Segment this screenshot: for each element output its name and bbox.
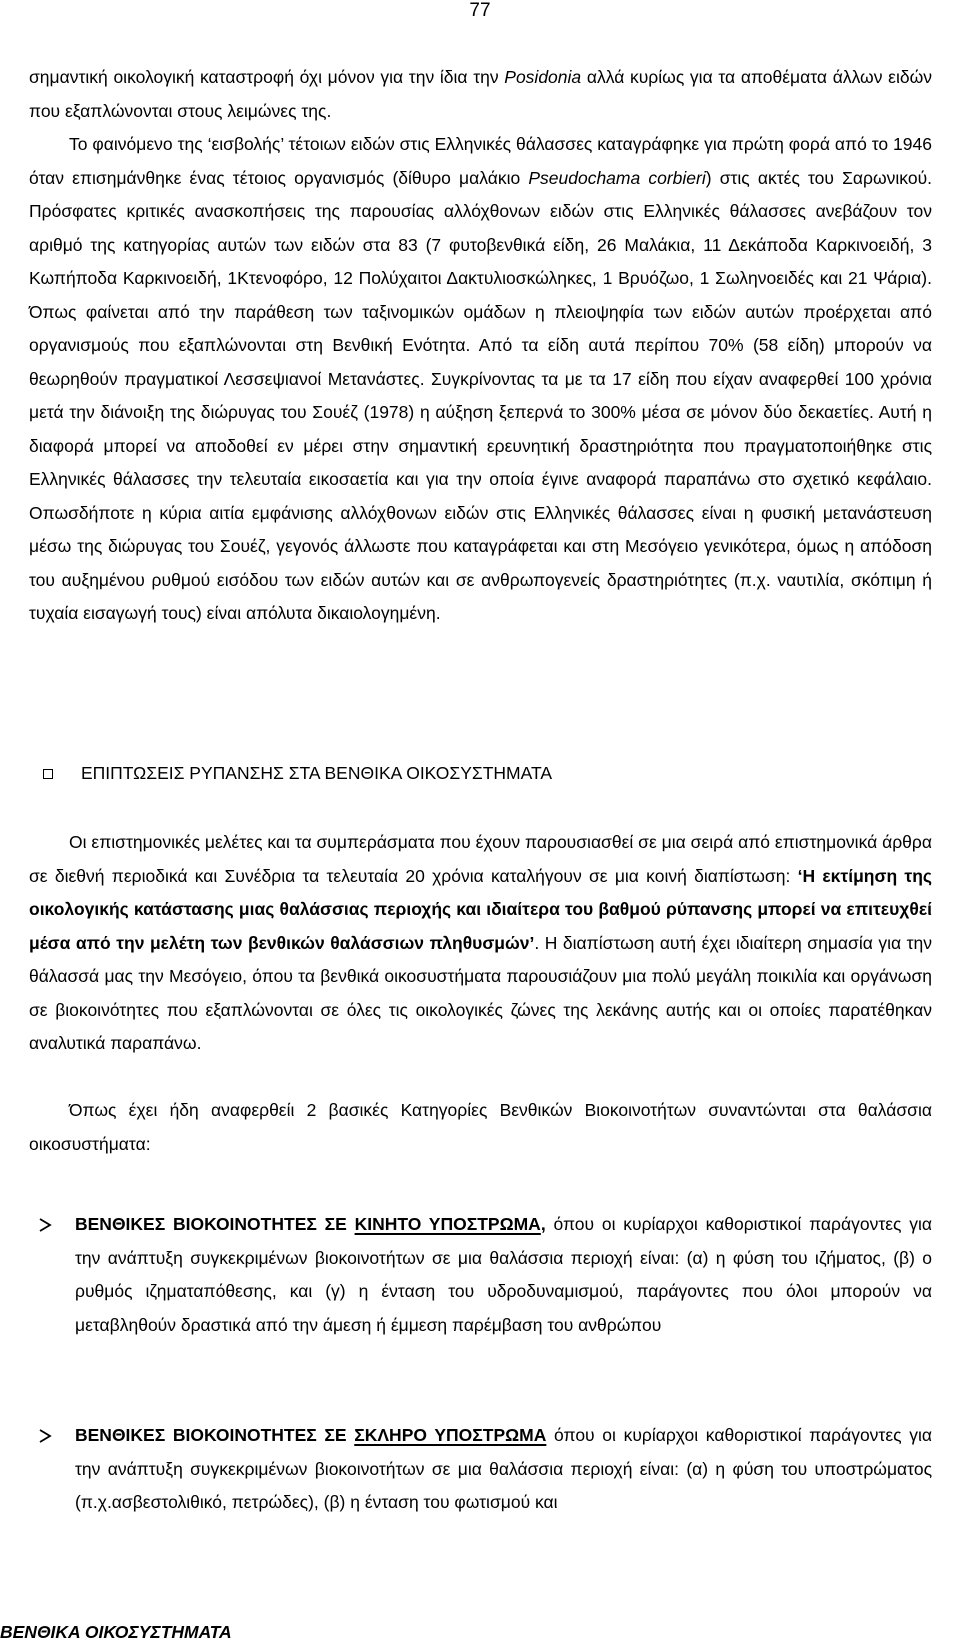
paragraph-text	[29, 61, 932, 128]
list-marker	[29, 1208, 75, 1241]
list-item-description: όπου οι κυρίαρχοι καθοριστικοί παράγοντες για την ανάπτυξη συγκεκριμένων βιοκοινοτήτων σε μια θαλάσσια περιοχή είναι: (α) η φύση του ιζήματος, (β) ο ρυθμός ιζηματαπόθεσης, και (γ) η ένταση του υδροδυναμισμού, παράγοντες που όλοι μπορούν να μεταβληθούν δραστικά από την άμεση ή έμμεση παρέμβαση του ανθρώπου	[75, 1214, 932, 1335]
text-run: αλλά κυρίως για τα αποθέματα άλλων ειδών που εξαπλώνονται στους λειμώνες της.	[29, 67, 932, 121]
list-item-title: ΒΕΝΘΙΚΕΣ ΒΙΟΚΟΙΝΟΤΗΤΕΣ ΣΕ	[75, 1425, 355, 1445]
key-finding: ‘Η εκτίμηση της οικολογικής κατάστασης μιας θαλάσσιας περιοχής και ιδιαίτερα του βαθμού ρύπανσης μπορεί να επιτευχθεί μέσα από την μελέτη των βενθικών θαλάσσιων πληθυσμών’	[29, 865, 932, 953]
list-item	[29, 1208, 932, 1342]
paragraph-1	[29, 61, 932, 128]
species-name: Posidonia	[504, 67, 582, 87]
text-run: σημαντική οικολογική καταστροφή όχι μόνον για την ίδια την	[29, 67, 505, 87]
text-run: Οι επιστημονικές μελέτες και τα συμπεράσματα που έχουν παρουσιασθεί σε μια σειρά από επιστημονικά άρθρα σε διεθνή περιοδικά και Συνέδρια τα τελευταία 20 χρόνια καταλήγουν σε μια κοινή διαπίστωση:	[29, 832, 932, 886]
text-run: ) στις ακτές του Σαρωνικού. Πρόσφατες κριτικές ανασκοπήσεις της παρουσίας αλλόχθονων ειδών στις Ελληνικές θάλασσες ανεβάζουν τον αριθμό της κατηγορίας αυτών των ειδών στα 83 (7 φυτοβενθικά είδη, 26 Μαλάκια, 11 Δεκάποδα Καρκινοειδή, 3 Κωπήποδα Καρκινοειδή, 1Κτενοφόρο, 12 Πολύχαιτοι Δακτυλιοσκώληκες, 1 Βρυόζωο, 1 Σωληνοειδές και 21 Ψάρια). Όπως φαίνεται από την παράθεση των ταξινομικών ομάδων η πλειοψηφία των ειδών αυτών προέρχεται από οργανισμούς που εξαπλώνονται στη Βενθική Ενότητα. Από τα είδη αυτά περίπου 70% (58 είδη) μπορούν να θεωρηθούν πραγματικοί Λεσσεψιανοί Μετανάστες. Συγκρίνοντας τα με τα 17 είδη που είχαν αναφερθεί 100 χρόνια μετά την διάνοιξη της διώρυγας του Σουέζ (1978) η αύξηση ξεπερνά το 300% μέσα σε μόνον δύο δεκαετίες. Αυτή η διαφορά μπορεί να αποδοθεί εν μέρει στην σημαντική ερευνητική δραστηριότητα που πραγματοποιήθηκε στις Ελληνικές θάλασσες την τελευταία εικοσαετία και για την οποία έγινε αναφορά παραπάνω στο σχετικό κεφάλαιο. Οπωσδήποτε η κύρια αιτία εμφάνισης αλλόχθονων ειδών στις Ελληνικές θάλασσες είναι η φυσική μετανάστευση μέσω της διώρυγας του Σουέζ, γεγονός άλλωστε που καταγράφεται και στη Μεσόγειο γενικότερα, όμως η απόδοση του αυξημένου ρυθμού εισόδου των ειδών αυτών και σε ανθρωπογενείς δραστηριότητες (π.χ. ναυτιλία, σκόπιμη ή τυχαία εισαγωγή τους) είναι απόλυτα δικαιολογημένη.	[29, 167, 932, 623]
list-item	[29, 1419, 932, 1520]
list-item-substrate: ΣΚΛΗΡΟ ΥΠΟΣΤΡΩΜΑ	[354, 1425, 547, 1445]
species-name: Pseudochama corbieri	[528, 167, 706, 188]
paragraph-text	[29, 128, 932, 631]
list-item-description: όπου οι κυρίαρχοι καθοριστικοί παράγοντες για την ανάπτυξη συγκεκριμένων βιοκοινοτήτων σε μια θαλάσσια περιοχή είναι: (α) η φύση του υποστρώματος (π.χ.ασβεστολιθικό, πετρώδες), (β) η ένταση του φωτισμού και	[75, 1425, 932, 1512]
paragraph-text: Όπως έχει ήδη αναφερθείι 2 βασικές Κατηγορίες Βενθικών Βιοκοινοτήτων συναντώνται στα θαλάσσια οικοσυστήματα:	[29, 1100, 932, 1154]
list-item-title: ΒΕΝΘΙΚΕΣ ΒΙΟΚΟΙΝΟΤΗΤΕΣ ΣΕ	[75, 1214, 355, 1234]
list-item-text	[75, 1208, 932, 1342]
arrow-bullet-icon	[37, 1428, 53, 1444]
list-marker	[29, 1419, 75, 1452]
arrow-bullet-icon	[37, 1217, 53, 1233]
text-run: Το φαινόμενο της ‘εισβολής’ τέτοιων ειδών στις Ελληνικές θάλασσες καταγράφηκε για πρώτη φορά από το 1946 όταν επισημάνθηκε ένας τέτοιος οργανισμός (δίθυρο μαλάκιο	[29, 134, 932, 188]
section-heading-text: ΕΠΙΠΤΩΣΕΙΣ ΡΥΠΑΝΣΗΣ ΣΤΑ ΒΕΝΘΙΚΑ ΟΙΚΟΣΥΣΤΗΜΑΤΑ	[81, 763, 553, 783]
paragraph-3	[29, 826, 932, 1061]
paragraph-4	[29, 1094, 932, 1161]
list-item-punct: ,	[540, 1214, 546, 1234]
list-item-substrate: ΚΙΝΗΤΟ ΥΠΟΣΤΡΩΜΑ	[354, 1214, 541, 1234]
page-number: 77	[469, 0, 491, 21]
text-run: . Η διαπίστωση αυτή έχει ιδιαίτερη σημασία για την θάλασσά μας την Μεσόγειο, όπου τα βενθικά οικοσυστήματα παρουσιάζουν μια πολύ μεγάλη ποικιλία και οργάνωση σε βιοκοινότητες που εξαπλώνονται σε όλες τις οικολογικές ζώνες της λεκάνης αυτής και οι οποίες παρατέθηκαν αναλυτικά παραπάνω.	[29, 932, 932, 1053]
checkbox-bullet-icon	[43, 769, 53, 779]
paragraph-text	[29, 826, 932, 1061]
list-item-text	[75, 1419, 932, 1520]
paragraph-2	[29, 128, 932, 631]
running-footer: ΒΕΝΘΙΚΑ ΟΙΚΟΣΥΣΤΗΜΑΤΑ	[0, 1622, 232, 1642]
section-heading	[29, 757, 932, 790]
